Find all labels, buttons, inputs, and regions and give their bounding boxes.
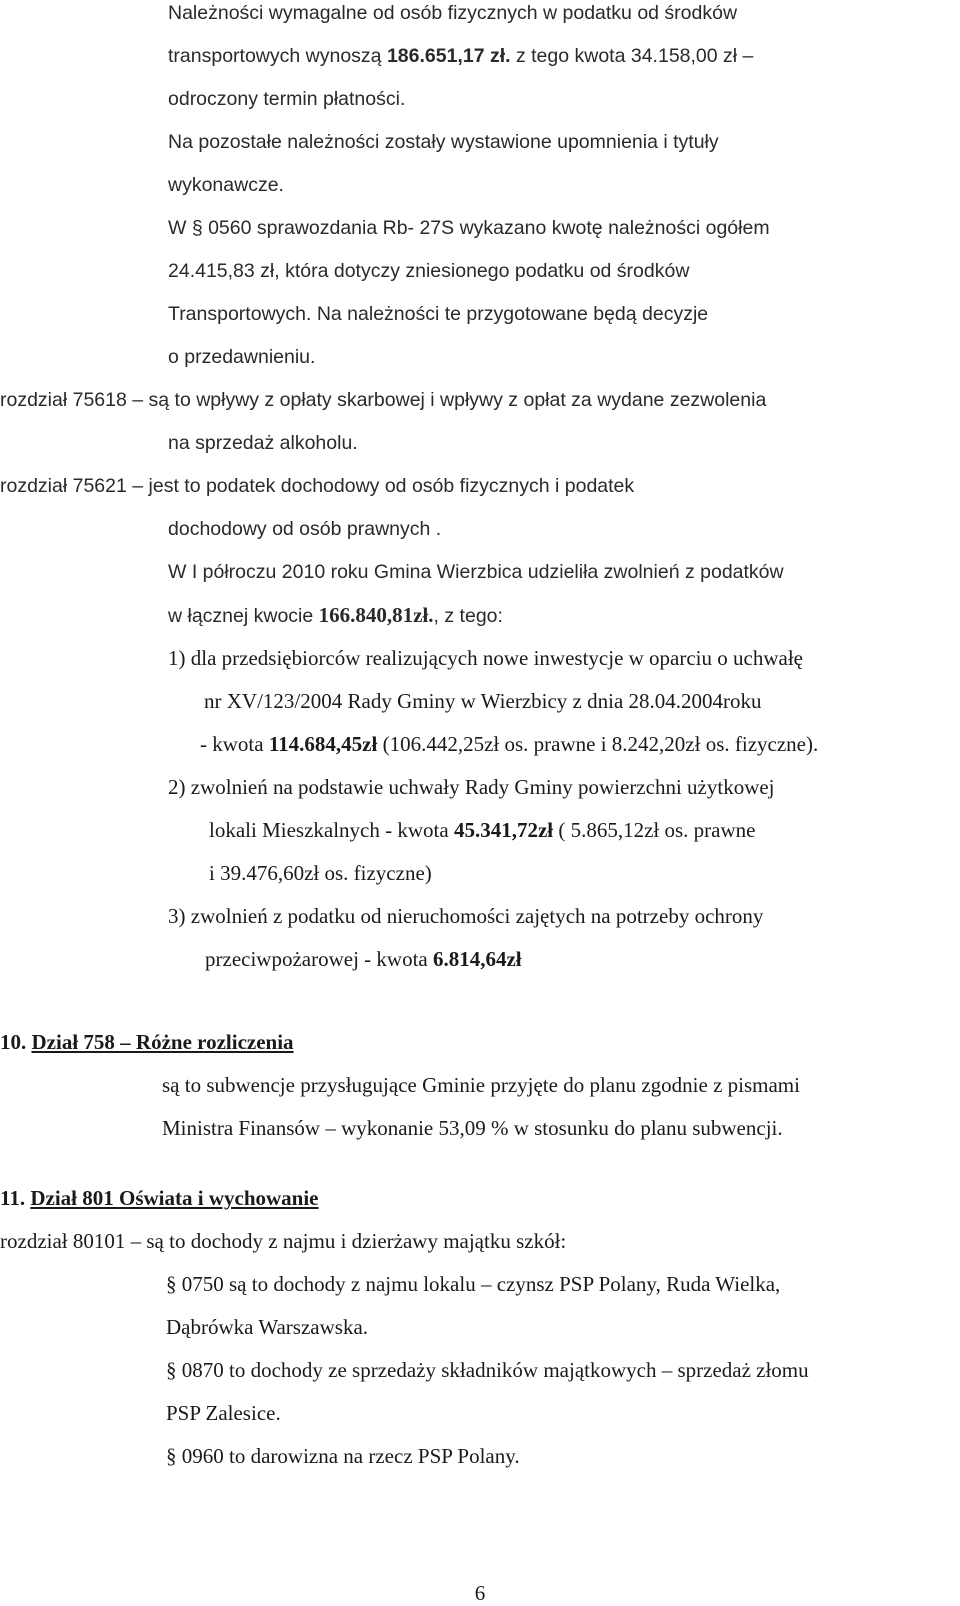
paragraph-line: PSP Zalesice. (166, 1401, 281, 1425)
section-heading (0, 1185, 319, 1211)
amount-bold: 6.814,64zł (432, 947, 522, 971)
amount-bold: 45.341,72zł (453, 818, 554, 842)
list-item-line (209, 817, 755, 843)
section-title: Dział 758 – Różne rozliczenia (31, 1030, 294, 1054)
paragraph-line: § 0750 są to dochody z najmu lokalu – czynsz PSP Polany, Ruda Wielka, (166, 1272, 781, 1296)
paragraph-line: rozdział 80101 – są to dochody z najmu i dzierżawy majątku szkół: (0, 1229, 567, 1253)
paragraph-line: dochodowy od osób prawnych . (168, 518, 442, 540)
list-item-line: 1) dla przedsiębiorców realizujących nowe inwestycje w oparciu o uchwałę (168, 646, 803, 670)
list-item-line: nr XV/123/2004 Rady Gminy w Wierzbicy z dnia 28.04.2004roku (204, 689, 762, 713)
text-span: , z tego: (433, 605, 503, 627)
paragraph-line: Na pozostałe należności zostały wystawione upomnienia i tytuły (168, 131, 719, 153)
section-title: Dział 801 Oświata i wychowanie (30, 1186, 319, 1210)
text-span: przeciwpożarowej - kwota (205, 947, 433, 971)
list-item-line: 3) zwolnień z podatku od nieruchomości zajętych na potrzeby ochrony (168, 904, 764, 928)
paragraph-line: W § 0560 sprawozdania Rb- 27S wykazano kwotę należności ogółem (168, 217, 770, 239)
text-span: w łącznej kwocie (168, 605, 319, 627)
paragraph-line: rozdział 75621 – jest to podatek dochodowy od osób fizycznych i podatek (0, 475, 635, 497)
text-span: - kwota (200, 732, 269, 756)
text-span: ( 5.865,12zł os. prawne (553, 818, 756, 842)
paragraph-line: 24.415,83 zł, która dotyczy zniesionego podatku od środków (168, 260, 690, 282)
paragraph-line: wykonawcze. (168, 174, 284, 196)
section-heading (0, 1029, 294, 1055)
paragraph-line: o przedawnieniu. (168, 346, 316, 368)
amount-bold: 186.651,17 zł. (386, 45, 511, 67)
list-item-line (205, 946, 522, 972)
paragraph-line: Ministra Finansów – wykonanie 53,09 % w stosunku do planu subwencji. (162, 1116, 783, 1140)
section-number: 11. (0, 1186, 26, 1210)
paragraph-line: Transportowych. Na należności te przygotowane będą decyzje (168, 303, 709, 325)
text-span: z tego kwota 34.158,00 zł – (510, 45, 754, 67)
paragraph-line: rozdział 75618 – są to wpływy z opłaty skarbowej i wpływy z opłat za wydane zezwolenia (0, 389, 767, 411)
text-span: (106.442,25zł os. prawne i 8.242,20zł os. fizyczne). (377, 732, 819, 756)
paragraph-line (168, 43, 753, 69)
page-number: 6 (474, 1581, 486, 1605)
paragraph-line: W I półroczu 2010 roku Gmina Wierzbica udzieliła zwolnień z podatków (168, 561, 784, 583)
text-span: transportowych wynoszą (168, 45, 387, 67)
paragraph-line: są to subwencje przysługujące Gminie przyjęte do planu zgodnie z pismami (162, 1073, 800, 1097)
amount-bold: 166.840,81zł. (318, 603, 434, 627)
paragraph-line: § 0870 to dochody ze sprzedaży składników majątkowych – sprzedaż złomu (166, 1358, 809, 1382)
list-item-line: i 39.476,60zł os. fizyczne) (209, 861, 432, 885)
paragraph-line (168, 602, 503, 629)
list-item-line (200, 731, 818, 757)
paragraph-line: Należności wymagalne od osób fizycznych w podatku od środków (168, 2, 738, 24)
paragraph-line: Dąbrówka Warszawska. (166, 1315, 369, 1339)
list-item-line: 2) zwolnień na podstawie uchwały Rady Gminy powierzchni użytkowej (168, 775, 775, 799)
paragraph-line: § 0960 to darowizna na rzecz PSP Polany. (166, 1444, 520, 1468)
text-span: lokali Mieszkalnych - kwota (209, 818, 454, 842)
paragraph-line: na sprzedaż alkoholu. (168, 432, 358, 454)
section-number: 10. (0, 1030, 27, 1054)
paragraph-line: odroczony termin płatności. (168, 88, 406, 110)
amount-bold: 114.684,45zł (268, 732, 378, 756)
